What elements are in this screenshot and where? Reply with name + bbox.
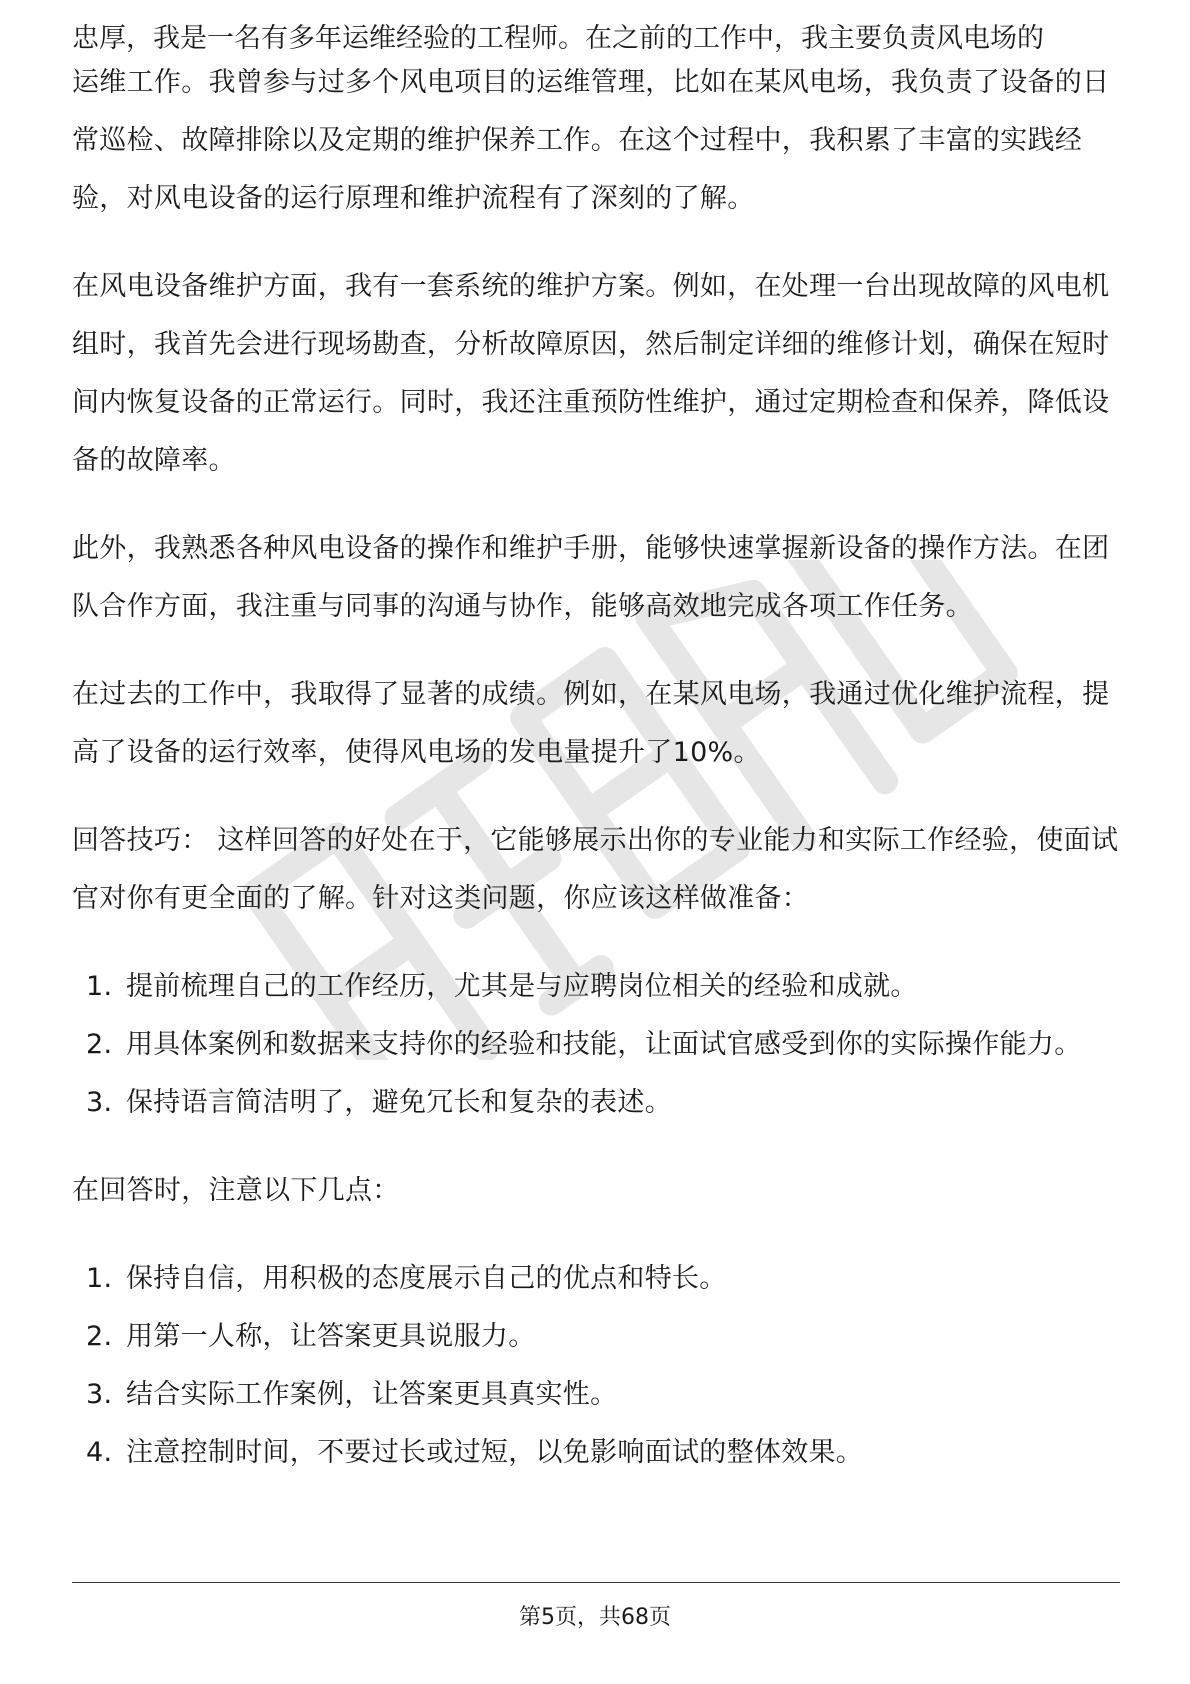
paragraph-maintenance: 在风电设备维护方面，我有一套系统的维护方案。例如，在处理一台出现故障的风电机组时，我首先会进行现场勘查，分析故障原因，然后制定详细的维修计划，确保在短时间内恢复设备的正常运行。同时，我还注重预防性维护，通过定期检查和保养，降低设备的故障率。 — [72, 271, 1110, 476]
document-body — [72, 24, 1120, 1512]
list-number: 3. — [86, 1087, 113, 1118]
list-number: 4. — [86, 1437, 113, 1468]
list-number: 3. — [86, 1379, 113, 1410]
list-number: 1. — [86, 971, 113, 1002]
list-item-text: 提前梳理自己的工作经历，尤其是与应聘岗位相关的经验和成就。 — [126, 971, 918, 1002]
list-item — [72, 1424, 1120, 1482]
list-item-text: 用第一人称，让答案更具说服力。 — [126, 1321, 536, 1352]
list-item-text: 用具体案例和数据来支持你的经验和技能，让面试官感受到你的实际操作能力。 — [126, 1029, 1082, 1060]
list-item-text: 注意控制时间，不要过长或过短，以免影响面试的整体效果。 — [126, 1437, 864, 1468]
list-item — [72, 1074, 1120, 1132]
page-number: 第5页，共68页 — [519, 1605, 671, 1630]
clipped-top-line — [72, 24, 1120, 54]
clipped-top-line-text: 忠厚，我是一名有多年运维经验的工程师。在之前的工作中，我主要负责风电场的 — [72, 24, 1044, 54]
list-item — [72, 1366, 1120, 1424]
notes-intro: 在回答时，注意以下几点： — [72, 1175, 400, 1206]
list-item — [72, 1250, 1120, 1308]
paragraph-experience: 运维工作。我曾参与过多个风电项目的运维管理，比如在某风电场，我负责了设备的日常巡检、故障排除以及定期的维护保养工作。在这个过程中，我积累了丰富的实践经验，对风电设备的运行原理和维护流程有了深刻的了解。 — [72, 67, 1110, 214]
paragraph-achievements: 在过去的工作中，我取得了显著的成绩。例如，在某风电场，我通过优化维护流程，提高了设备的运行效率，使得风电场的发电量提升了10%。 — [72, 679, 1110, 768]
prep-list — [72, 958, 1120, 1132]
list-number: 2. — [86, 1321, 113, 1352]
list-item-text: 结合实际工作案例，让答案更具真实性。 — [126, 1379, 618, 1410]
paragraph-skills: 此外，我熟悉各种风电设备的操作和维护手册，能够快速掌握新设备的操作方法。在团队合作方面，我注重与同事的沟通与协作，能够高效地完成各项工作任务。 — [72, 533, 1110, 622]
notes-list — [72, 1250, 1120, 1482]
list-number: 1. — [86, 1263, 113, 1294]
list-item — [72, 958, 1120, 1016]
list-item — [72, 1308, 1120, 1366]
list-item-text: 保持自信，用积极的态度展示自己的优点和特长。 — [126, 1263, 727, 1294]
list-item — [72, 1016, 1120, 1074]
paragraph-answer-tips: 回答技巧： 这样回答的好处在于，它能够展示出你的专业能力和实际工作经验，使面试官对你有更全面的了解。针对这类问题，你应该这样做准备： — [72, 825, 1119, 914]
footer-divider — [72, 1582, 1120, 1583]
list-number: 2. — [86, 1029, 113, 1060]
list-item-text: 保持语言简洁明了，避免冗长和复杂的表述。 — [126, 1087, 672, 1118]
